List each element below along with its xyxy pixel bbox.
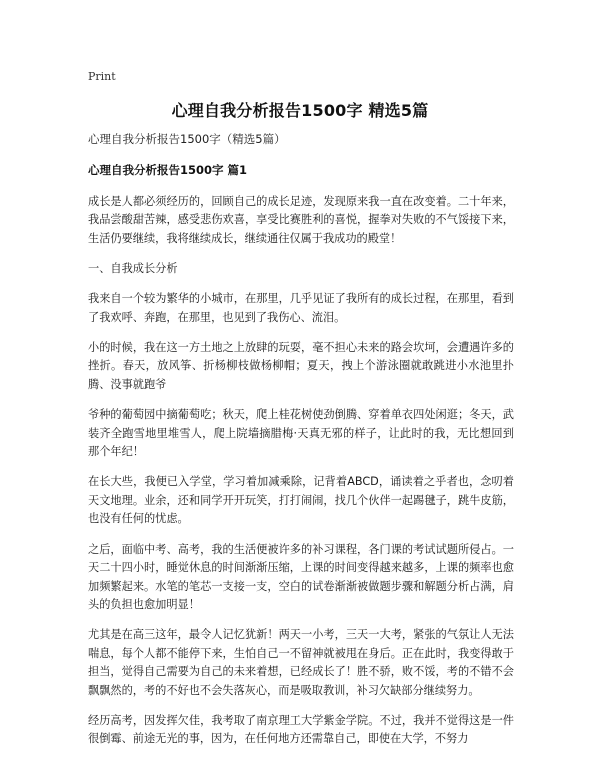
paragraph: 我来自一个较为繁华的小城市，在那里，几乎见证了我所有的成长过程，在那里，看到了我欢呼、奔跑，在那里，也见到了我伤心、流泪。 — [88, 292, 514, 324]
section-heading: 一、自我成长分析 — [88, 262, 178, 276]
document-title: 心理自我分析报告1500字 精选5篇 — [171, 101, 429, 120]
paragraph: 成长是人都必须经历的，回顾自己的成长足迹，发现原来我一直在改变着。二十年来，我品尝酸甜苦辣，感受悲伤欢喜，享受比赛胜利的喜悦，握拳对失败的不气馁接下来，生活仍要继续，我将继续成长，继续通往仅属于我成功的殿堂！ — [88, 195, 514, 245]
print-label: Print — [88, 70, 116, 83]
paragraph: 在长大些，我便已入学堂，学习着加减乘除，记背着ABCD，诵读着之乎者也，念叨着天文地理。业余，还和同学开开玩笑，打打闹闹，找几个伙伴一起踢毽子，跳牛皮筋，也没有任何的忧虑。 — [88, 475, 514, 526]
paragraph: 爷种的葡萄园中摘葡萄吃；秋天，爬上桂花树使劲倒腾、穿着单衣四处闲逛；冬天，武装齐全跑雪地里堆雪人，爬上院墙摘腊梅·天真无邪的样子，让此时的我，无比想回到那个年纪！ — [88, 408, 514, 459]
paragraph: 尤其是在高三这年，最令人记忆犹新！两天一小考，三天一大考，紧张的气氛让人无法喘息，每个人都不能停下来，生怕自己一不留神就被甩在身后。正在此时，我变得敢于担当，觉得自己需要为自己的未来着想，已经成长了！胜不骄，败不馁，考的不错不会飘飘然的，考的不好也不会失落灰心，而是吸取教训，补习欠缺部分继续努力。 — [88, 628, 514, 697]
document-subtitle: 心理自我分析报告1500字（精选5篇） — [88, 132, 286, 146]
paragraph: 之后，面临中考、高考，我的生活便被许多的补习课程，各门课的考试试题所侵占。一天二十四小时，睡觉休息的时间渐渐压缩，上课的时间变得越来越多，上课的频率也愈加频繁起来。水笔的笔芯一支接一支，空白的试卷渐渐被做题步骤和解题分析占满，肩头的负担也愈加明显！ — [88, 542, 514, 611]
section-title: 心理自我分析报告1500字 篇1 — [88, 163, 248, 177]
paragraph: 经历高考，因发挥欠佳，我考取了南京理工大学紫金学院。不过，我并不觉得这是一件很倒霉、前途无光的事，因为，在任何地方还需靠自己，即使在大学，不努力 — [88, 713, 514, 746]
paragraph: 小的时候，我在这一方土地之上放肆的玩耍，毫不担心未来的路会坎坷，会遭遇许多的挫折。春天，放风筝、折杨柳枝做杨柳帽；夏天，拽上个游泳圈就敢跳进小水池里扑腾、没事就跑爷 — [88, 341, 514, 391]
document-body — [88, 131, 514, 761]
